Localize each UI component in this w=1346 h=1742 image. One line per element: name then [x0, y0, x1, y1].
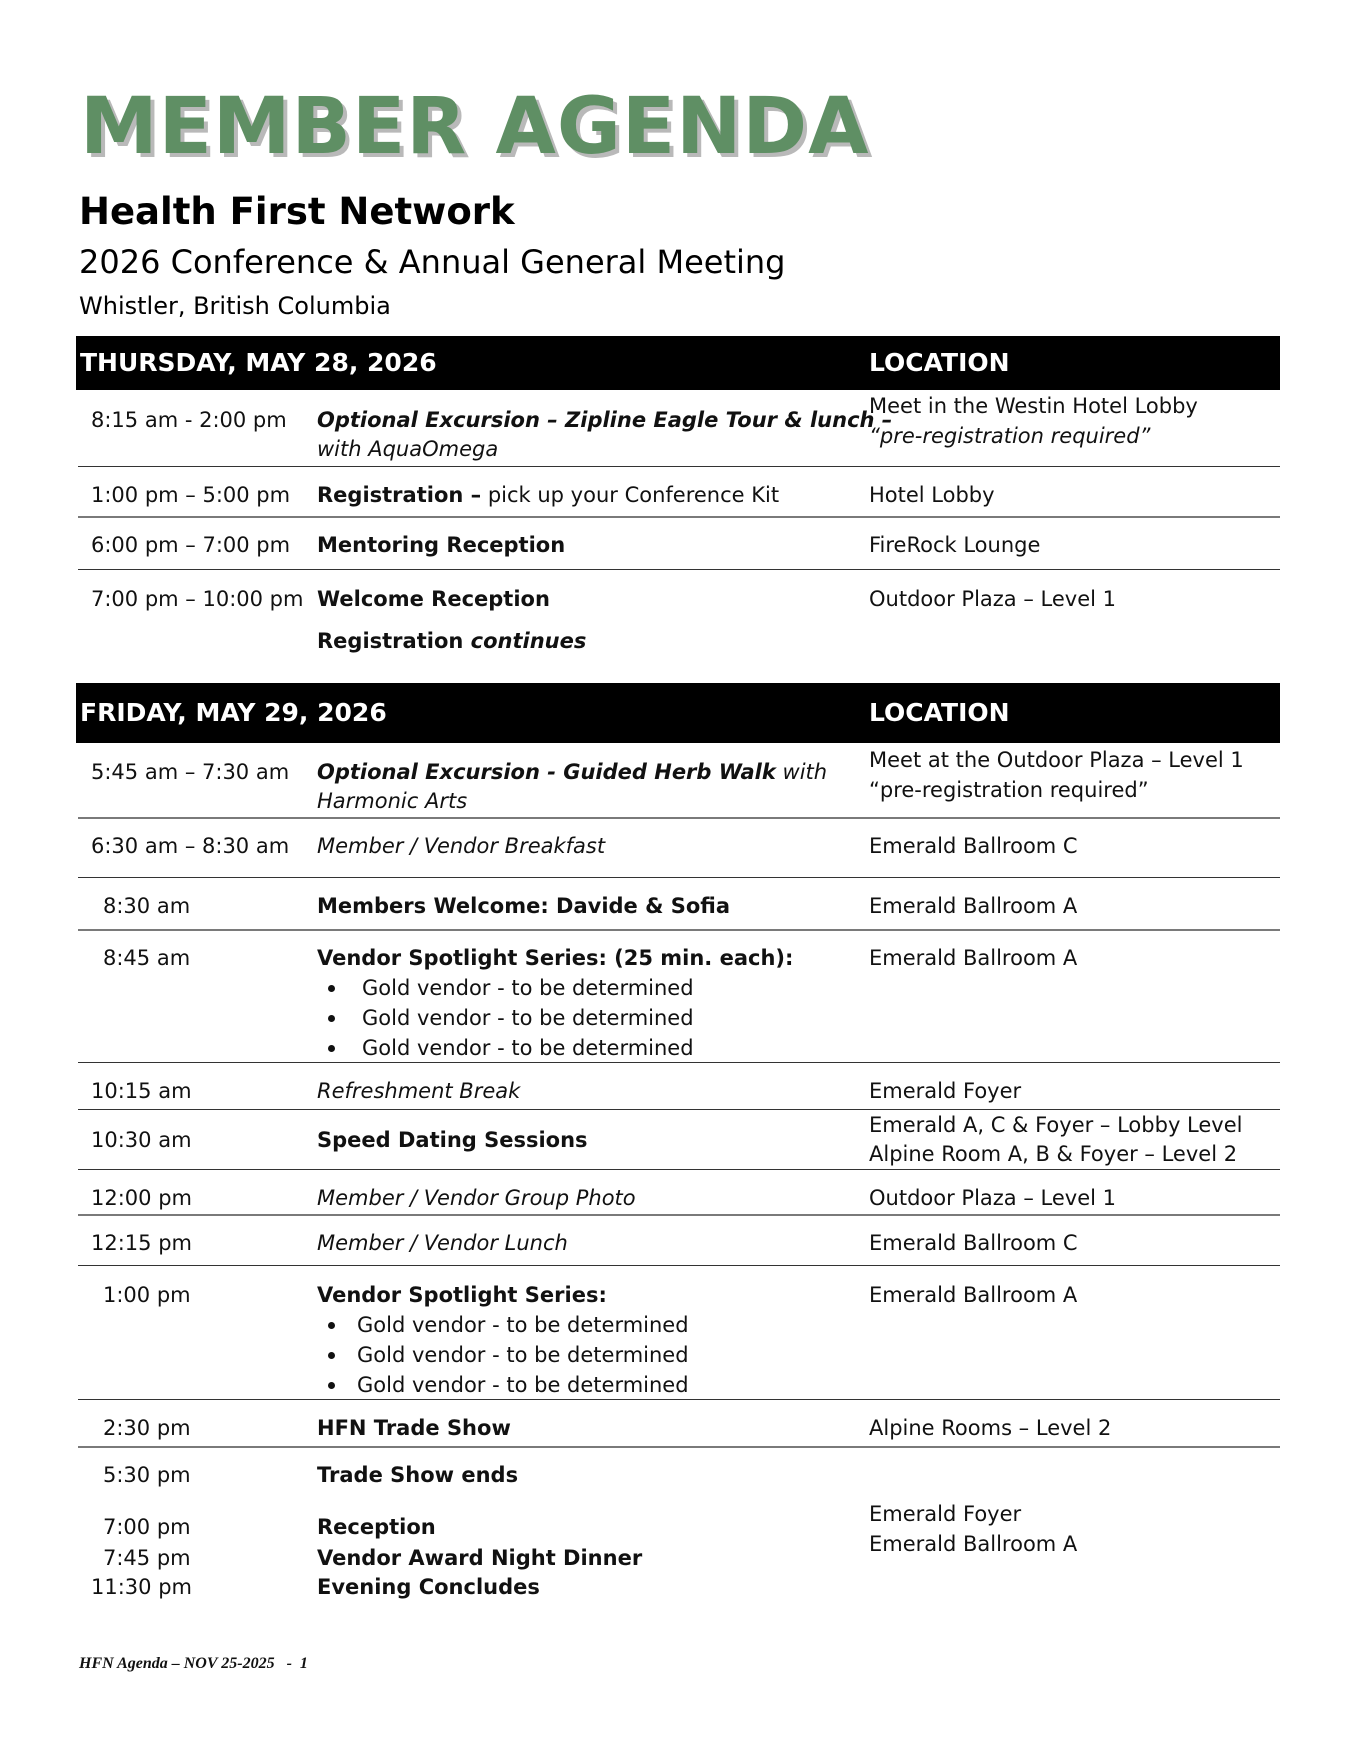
row-location: Hotel Lobby [869, 483, 995, 507]
row-time: 10:15 am [91, 1079, 192, 1103]
row-event-sub: with AquaOmega [317, 437, 499, 461]
thursday-date: THURSDAY, MAY 28, 2026 [80, 348, 437, 377]
row-event: Optional Excursion – Zipline Eagle Tour & lunch – [317, 408, 893, 432]
row-event: Vendor Spotlight Series: [317, 1283, 607, 1307]
row-event: Refreshment Break [317, 1079, 521, 1103]
row-event: Member / Vendor Lunch [317, 1231, 568, 1255]
row-time: 6:30 am – 8:30 am [91, 834, 290, 858]
row-divider [78, 569, 1280, 570]
vendor-list [317, 1310, 689, 1400]
row-time: 2:30 pm [103, 1416, 191, 1440]
list-item [317, 1003, 694, 1033]
list-item-text: Gold vendor - to be determined [357, 1373, 689, 1397]
list-item-text: Gold vendor - to be determined [362, 976, 694, 1000]
row-time: 8:30 am [103, 894, 191, 918]
bullet-icon [328, 1382, 335, 1389]
friday-header [76, 683, 1280, 743]
row-event: Speed Dating Sessions [317, 1128, 588, 1152]
row-time: 1:00 pm [103, 1283, 191, 1307]
row-time: 1:00 pm – 5:00 pm [91, 483, 291, 507]
row-event: Members Welcome: Davide & Sofia [317, 894, 731, 918]
row-event-2-bold: Registration [317, 629, 471, 653]
list-item [317, 973, 694, 1003]
row-divider [78, 1214, 1280, 1216]
list-item-text: Gold vendor - to be determined [357, 1343, 689, 1367]
location-column-header: LOCATION [869, 348, 1010, 377]
row-location: Emerald Ballroom A [869, 946, 1078, 970]
row-event: Member / Vendor Group Photo [317, 1186, 636, 1210]
organization-name: Health First Network [79, 190, 515, 233]
row-divider [78, 877, 1280, 878]
row-event: Trade Show ends [317, 1463, 519, 1487]
row-location: FireRock Lounge [869, 533, 1041, 557]
row-time: 11:30 pm [91, 1575, 192, 1599]
location-column-header: LOCATION [869, 698, 1010, 727]
row-location: Meet in the Westin Hotel Lobby [869, 394, 1198, 418]
bullet-icon [328, 1352, 335, 1359]
row-location: Outdoor Plaza – Level 1 [869, 1186, 1116, 1210]
row-location-note: “pre-registration required” [869, 424, 1151, 448]
row-time: 8:15 am - 2:00 pm [91, 408, 287, 432]
row-divider [78, 466, 1280, 467]
row-location: Emerald Foyer [869, 1502, 1022, 1526]
row-event: Evening Concludes [317, 1575, 540, 1599]
row-event-bold: Registration – [317, 483, 482, 507]
row-location: Emerald Ballroom C [869, 1231, 1078, 1255]
row-location: Emerald A, C & Foyer – Lobby Level [869, 1113, 1243, 1137]
row-location: Outdoor Plaza – Level 1 [869, 587, 1116, 611]
list-item [317, 1370, 689, 1400]
row-time: 8:45 am [103, 946, 191, 970]
row-time: 12:00 pm [91, 1186, 192, 1210]
row-location: Meet at the Outdoor Plaza – Level 1 [869, 748, 1244, 772]
row-time: 7:00 pm [103, 1515, 191, 1539]
row-event: Welcome Reception [317, 587, 550, 611]
row-time: 10:30 am [91, 1128, 192, 1152]
row-event: HFN Trade Show [317, 1416, 511, 1440]
row-event-rest: with [775, 760, 828, 784]
row-divider [78, 817, 1280, 819]
row-location: Alpine Rooms – Level 2 [869, 1416, 1112, 1440]
bullet-icon [328, 1015, 335, 1022]
row-location: Emerald Ballroom A [869, 1283, 1078, 1307]
row-time: 5:45 am – 7:30 am [91, 760, 290, 784]
row-event-2 [317, 626, 586, 656]
row-event-sub: Harmonic Arts [317, 789, 468, 813]
vendor-list [317, 973, 694, 1063]
list-item [317, 1310, 689, 1340]
row-divider [78, 516, 1280, 518]
bullet-icon [328, 1045, 335, 1052]
row-event-rest: pick up your Conference Kit [481, 483, 780, 507]
row-divider [78, 1399, 1280, 1400]
event-location: Whistler, British Columbia [79, 292, 391, 320]
row-event [317, 480, 779, 510]
row-event-2-italic: continues [470, 629, 587, 653]
row-divider [78, 1169, 1280, 1170]
row-event: Vendor Spotlight Series: (25 min. each): [317, 946, 794, 970]
row-location: Emerald Foyer [869, 1079, 1022, 1103]
row-event [317, 757, 827, 787]
row-location-2: Alpine Room A, B & Foyer – Level 2 [869, 1142, 1238, 1166]
list-item [317, 1340, 689, 1370]
row-location: Emerald Ballroom A [869, 1532, 1078, 1556]
row-location-note: “pre-registration required” [869, 778, 1149, 802]
event-name: 2026 Conference & Annual General Meeting [79, 243, 786, 281]
row-location: Emerald Ballroom C [869, 834, 1078, 858]
row-event: Mentoring Reception [317, 533, 566, 557]
list-item [317, 1033, 694, 1063]
row-divider [78, 1062, 1280, 1063]
row-time: 7:00 pm – 10:00 pm [91, 587, 304, 611]
bullet-icon [328, 985, 335, 992]
row-event: Reception [317, 1515, 436, 1539]
row-location: Emerald Ballroom A [869, 894, 1078, 918]
row-time: 5:30 pm [103, 1463, 191, 1487]
row-time: 6:00 pm – 7:00 pm [91, 533, 291, 557]
page-footer: HFN Agenda – NOV 25-2025 - 1 [79, 1655, 308, 1672]
thursday-header [76, 336, 1280, 390]
row-divider [78, 1446, 1280, 1448]
row-event-bold: Optional Excursion - Guided Herb Walk [317, 760, 776, 784]
list-item-text: Gold vendor - to be determined [362, 1006, 694, 1030]
row-time: 12:15 pm [91, 1231, 192, 1255]
row-event: Member / Vendor Breakfast [317, 834, 606, 858]
list-item-text: Gold vendor - to be determined [357, 1313, 689, 1337]
agenda-title: MEMBER AGENDA [80, 82, 870, 172]
row-divider [78, 1265, 1280, 1266]
friday-date: FRIDAY, MAY 29, 2026 [80, 698, 387, 727]
bullet-icon [328, 1322, 335, 1329]
row-divider [78, 929, 1280, 931]
row-time: 7:45 pm [103, 1546, 191, 1570]
list-item-text: Gold vendor - to be determined [362, 1036, 694, 1060]
row-event: Vendor Award Night Dinner [317, 1546, 643, 1570]
